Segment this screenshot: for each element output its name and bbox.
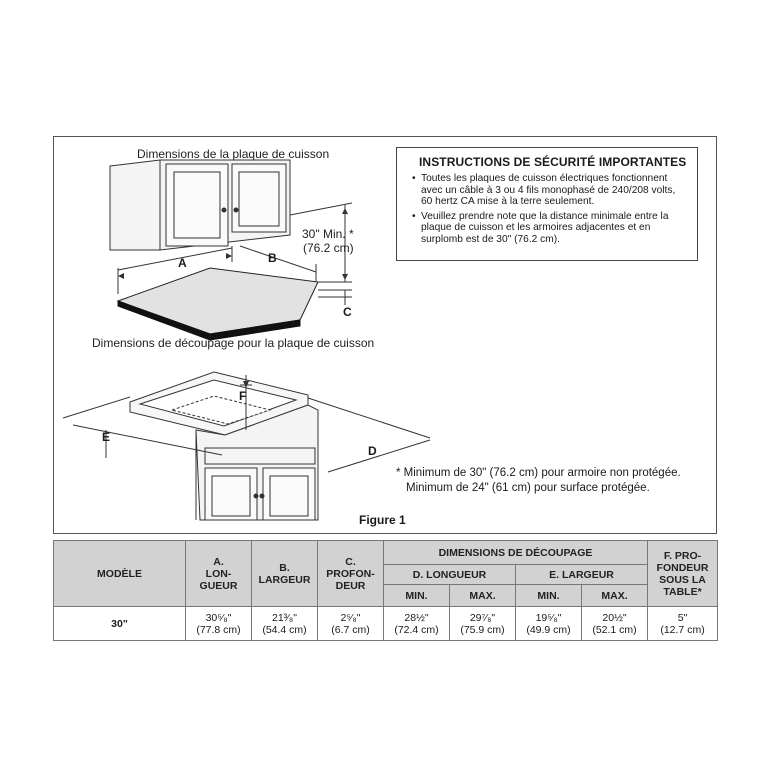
safety-instruction-item: • Toutes les plaques de cuisson électriques fonctionnent avec un câble à 3 ou 4 fils monophasé de 240/208 volts, 60 hertz CA mise à la terre seulement. xyxy=(421,173,687,208)
cell-value-cm: (72.4 cm) xyxy=(394,623,439,636)
header-a-line: LON- xyxy=(205,567,232,580)
header-b-line: LARGEUR xyxy=(258,573,311,586)
base-cabinet-illustration xyxy=(130,372,318,520)
header-model: MODÈLE xyxy=(54,541,186,607)
cell-f xyxy=(648,607,718,641)
clearance-min-label: 30" Min. * xyxy=(302,227,354,241)
cooktop-illustration xyxy=(118,268,318,340)
header-f-line: FONDEUR xyxy=(656,561,709,574)
label-f: F xyxy=(239,389,247,403)
header-f-line: F. PRO- xyxy=(663,549,702,562)
cell-value-cm: (75.9 cm) xyxy=(460,623,505,636)
clearance-cm-label: (76.2 cm) xyxy=(303,241,354,255)
cell-d-max xyxy=(450,607,516,641)
table-row xyxy=(54,607,718,641)
label-e: E xyxy=(102,430,111,444)
dimensions-table xyxy=(53,540,718,641)
header-f-line: TABLE* xyxy=(663,585,702,598)
label-c: C xyxy=(343,305,352,319)
cell-value: 29⁷⁄₈" xyxy=(469,611,496,624)
safety-instructions-list xyxy=(409,173,687,246)
cell-value-cm: (12.7 cm) xyxy=(660,623,705,636)
header-a-line: GUEUR xyxy=(199,579,238,592)
cell-value-cm: (49.9 cm) xyxy=(526,623,571,636)
header-b xyxy=(252,541,318,607)
header-a-line: A. xyxy=(213,555,224,568)
cell-value: 2⁵⁄₈" xyxy=(340,611,361,624)
cell-value: 30⁵⁄₈" xyxy=(205,611,232,624)
label-a: A xyxy=(178,256,187,270)
cell-c xyxy=(318,607,384,641)
safety-instructions-title: INSTRUCTIONS DE SÉCURITÉ IMPORTANTES xyxy=(419,155,687,169)
safety-instruction-item: • Veuillez prendre note que la distance minimale entre la plaque de cuisson et les armoires adjacentes et en surplomb est de 30" (76.2 cm). xyxy=(421,211,687,246)
cell-value: 28½" xyxy=(404,611,429,624)
header-b-line: B. xyxy=(279,561,290,574)
label-d: D xyxy=(368,444,377,458)
cell-value-cm: (54.4 cm) xyxy=(262,623,307,636)
cell-value: 5" xyxy=(677,611,688,624)
cell-value-cm: (6.7 cm) xyxy=(331,623,370,636)
cell-value-cm: (77.8 cm) xyxy=(196,623,241,636)
header-f-line: SOUS LA xyxy=(659,573,706,586)
cell-value-cm: (52.1 cm) xyxy=(592,623,637,636)
header-cutout: DIMENSIONS DE DÉCOUPAGE xyxy=(384,541,648,565)
header-c-line: DEUR xyxy=(335,579,366,592)
cell-d-min xyxy=(384,607,450,641)
header-c-line: C. xyxy=(345,555,356,568)
label-b: B xyxy=(268,251,277,265)
header-c xyxy=(318,541,384,607)
figure-label: Figure 1 xyxy=(359,513,406,527)
header-e-max: MAX. xyxy=(582,585,648,607)
header-e-min: MIN. xyxy=(516,585,582,607)
clearance-note-unprotected: * Minimum de 30" (76.2 cm) pour armoire non protégée. xyxy=(396,467,681,479)
header-d-length: D. LONGUEUR xyxy=(384,565,516,585)
header-a xyxy=(186,541,252,607)
safety-instructions-box xyxy=(396,147,698,261)
cell-value: 19⁵⁄₈" xyxy=(535,611,562,624)
cooktop-dimensions-caption: Dimensions de la plaque de cuisson xyxy=(137,147,330,161)
upper-cabinet-illustration xyxy=(110,160,290,250)
header-c-line: PROFON- xyxy=(326,567,375,580)
header-e-width: E. LARGEUR xyxy=(516,565,648,585)
header-d-min: MIN. xyxy=(384,585,450,607)
header-f xyxy=(648,541,718,607)
clearance-note-protected: Minimum de 24" (61 cm) pour surface protégée. xyxy=(406,482,650,494)
cell-value: 21³⁄₈" xyxy=(271,611,297,624)
cutout-dimensions-caption: Dimensions de découpage pour la plaque de cuisson xyxy=(92,336,375,350)
cell-model: 30" xyxy=(54,607,186,641)
cell-value: 20½" xyxy=(602,611,627,624)
header-d-max: MAX. xyxy=(450,585,516,607)
cell-b xyxy=(252,607,318,641)
cell-e-min xyxy=(516,607,582,641)
cell-a xyxy=(186,607,252,641)
cell-e-max xyxy=(582,607,648,641)
